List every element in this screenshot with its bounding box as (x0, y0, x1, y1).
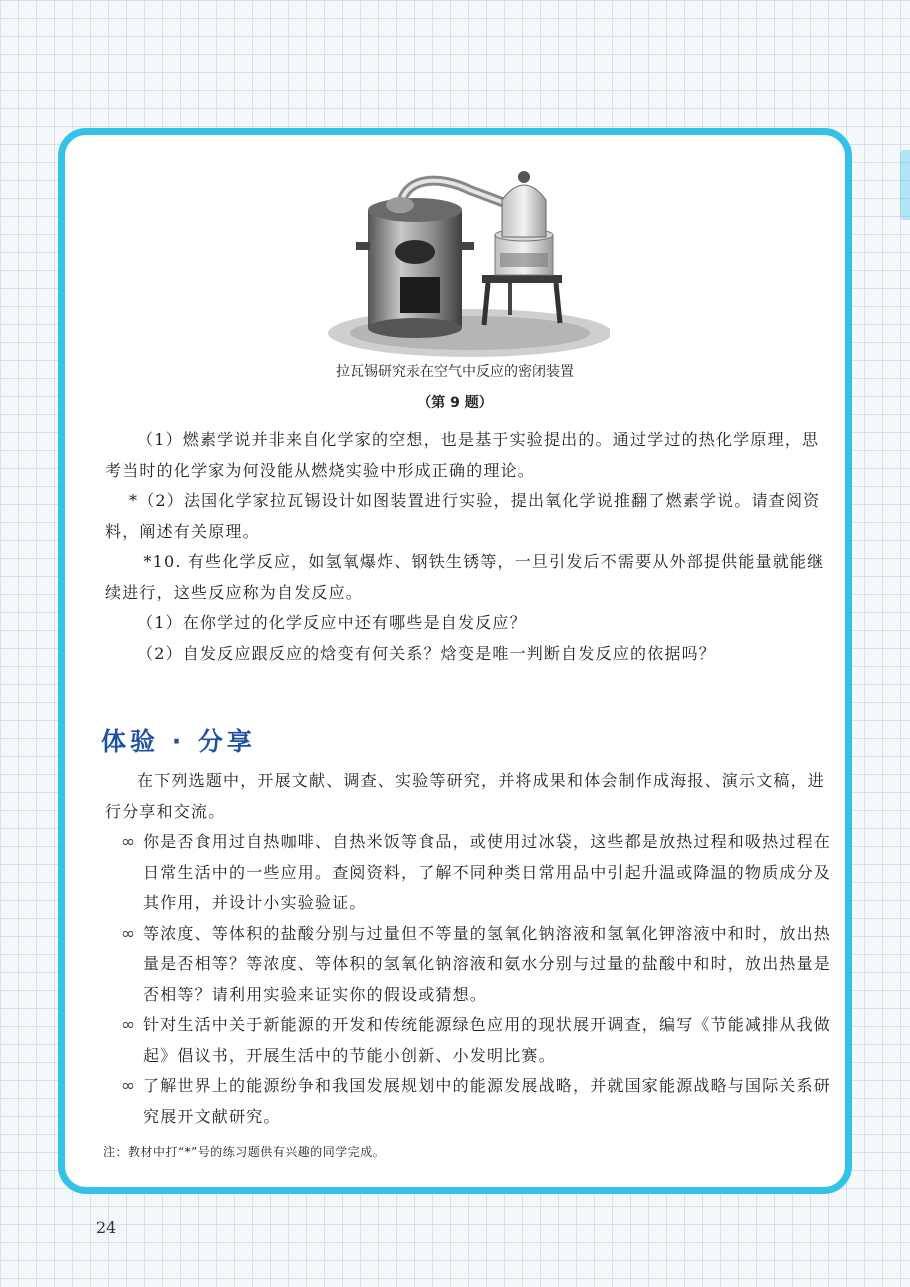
infinity-bullet-icon: ∞ (121, 1015, 137, 1035)
list-item-text: 等浓度、等体积的盐酸分别与过量但不等量的氢氧化钠溶液和氢氧化钾溶液中和时，放出热量是否相等？等浓度、等体积的氢氧化钠溶液和氨水分别与过量的盐酸中和时，放出热量是否相等？请利用实验来证实你的假设或猜想。 (143, 923, 832, 1004)
content-card (58, 128, 852, 1194)
list-item-text: 针对生活中关于新能源的开发和传统能源绿色应用的现状展开调查，编写《节能减排从我做起》倡议书，开展生活中的节能小创新、小发明比赛。 (143, 1015, 832, 1065)
list-item (121, 1010, 833, 1071)
question-9-part-2: *（2）法国化学家拉瓦锡设计如图装置进行实验，提出氧化学说推翻了燃素学说。请查阅资料，阐述有关原理。 (105, 491, 821, 541)
figure-label: （第 9 题） (417, 395, 493, 411)
list-item-text: 了解世界上的能源纷争和我国发展规划中的能源发展战略，并就国家能源战略与国际关系研究展开文献研究。 (143, 1076, 832, 1126)
page-number: 24 (96, 1218, 117, 1237)
infinity-bullet-icon: ∞ (121, 1076, 137, 1096)
edge-tab (900, 150, 910, 220)
section-intro-block (105, 766, 825, 827)
apparatus-drawing (320, 165, 610, 360)
list-item (121, 919, 833, 1011)
list-item (121, 1071, 833, 1132)
exercise-block (105, 425, 825, 669)
section-intro: 在下列选题中，开展文献、调查、实验等研究，并将成果和体会制作成海报、演示文稿，进行分享和交流。 (105, 771, 826, 821)
infinity-bullet-icon: ∞ (121, 923, 137, 944)
figure-caption: 拉瓦锡研究汞在空气中反应的密闭装置 (336, 364, 574, 380)
question-10-part-2: （2）自发反应跟反应的焓变有何关系？焓变是唯一判断自发反应的依据吗？ (137, 643, 716, 663)
footnote: 注：教材中打“*”号的练习题供有兴趣的同学完成。 (103, 1145, 386, 1159)
infinity-bullet-icon: ∞ (121, 832, 137, 852)
question-10-part-1: （1）在你学过的化学反应中还有哪些是自发反应？ (137, 613, 527, 632)
question-10: *10. 有些化学反应，如氢氧爆炸、钢铁生锈等，一旦引发后不需要从外部提供能量就能继续进行，这些反应称为自发反应。 (105, 552, 825, 602)
topic-list (121, 827, 833, 1132)
list-item-text: 你是否食用过自热咖啡、自热米饭等食品，或使用过冰袋，这些都是放热过程和吸热过程在日常生活中的一些应用。查阅资料，了解不同种类日常用品中引起升温或降温的物质成分及其作用，并设计小实验验证。 (143, 832, 832, 912)
question-9-part-1: （1）燃素学说并非来自化学家的空想，也是基于实验提出的。通过学过的热化学原理，思考当时的化学家为何没能从燃烧实验中形成正确的理论。 (105, 430, 820, 480)
lavoisier-apparatus-illustration (320, 165, 610, 360)
section-title: 体验 · 分享 (101, 727, 256, 756)
list-item (121, 827, 833, 919)
